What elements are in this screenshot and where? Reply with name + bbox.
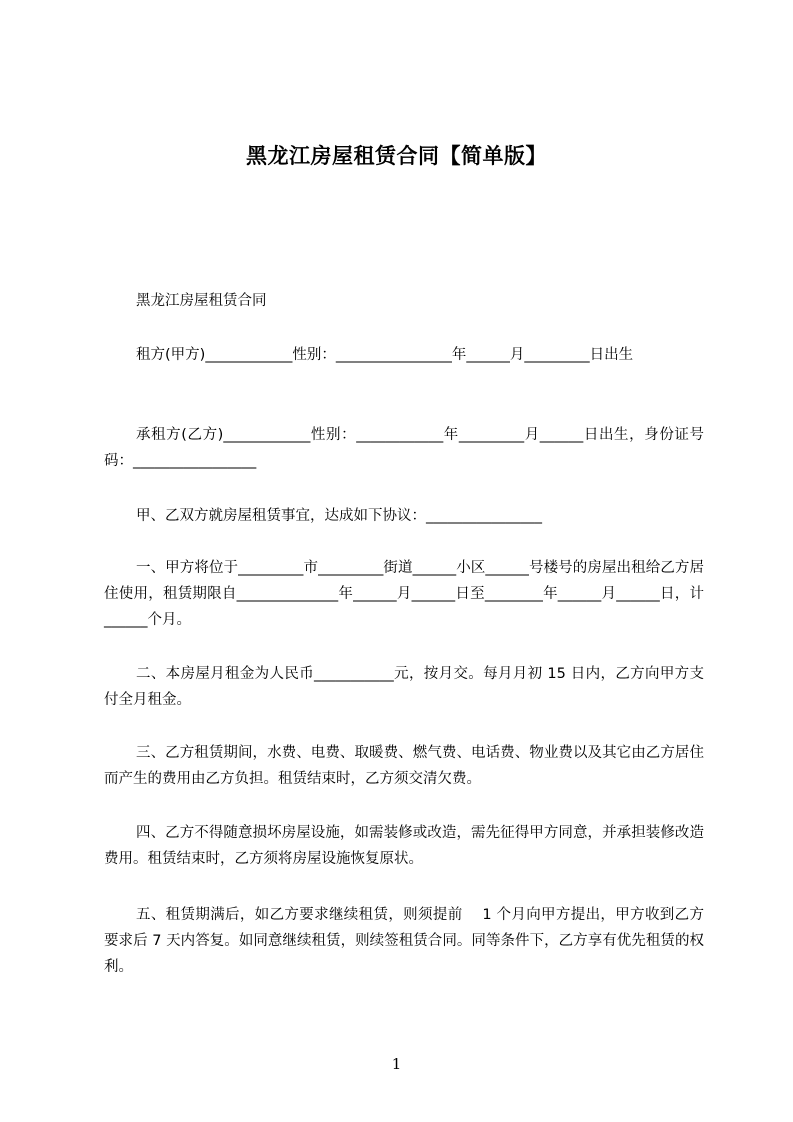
lessor-info-paragraph: 租方(甲方)____________性别：________________年______月_________日出生	[136, 347, 634, 363]
agreement-paragraph: 甲、乙双方就房屋租赁事宜，达成如下协议：________________	[136, 508, 542, 524]
clause-1-paragraph: 一、甲方将位于_________市_________街道______小区______号楼号的房屋出租给乙方居住使用，租赁期限自______________年______月______日至________年______月______日，计______个月。	[104, 560, 704, 628]
clause-3-paragraph: 三、乙方租赁期间，水费、电费、取暖费、燃气费、电话费、物业费以及其它由乙方居住而产生的费用由乙方负担。租赁结束时，乙方须交清欠费。	[104, 745, 704, 787]
clause-4-paragraph: 四、乙方不得随意损坏房屋设施，如需装修或改造，需先征得甲方同意，并承担装修改造费用。租赁结束时，乙方须将房屋设施恢复原状。	[104, 825, 704, 867]
clause-2-paragraph: 二、本房屋月租金为人民币___________元，按月交。每月月初 15 日内，乙方向甲方支付全月租金。	[104, 666, 704, 708]
page-number: 1	[391, 1055, 402, 1073]
clause-5-paragraph: 五、租赁期满后，如乙方要求继续租赁，则须提前 1 个月向甲方提出，甲方收到乙方要求后 7 天内答复。如同意继续租赁，则续签租赁合同。同等条件下，乙方享有优先租赁的权利。	[104, 907, 704, 975]
document-title: 黑龙江房屋租赁合同【简单版】	[246, 144, 547, 168]
lessee-info-paragraph: 承租方(乙方)____________性别：____________年_________月______日出生，身份证号码：_________________	[104, 427, 704, 469]
contract-subtitle: 黑龙江房屋租赁合同	[136, 293, 267, 309]
